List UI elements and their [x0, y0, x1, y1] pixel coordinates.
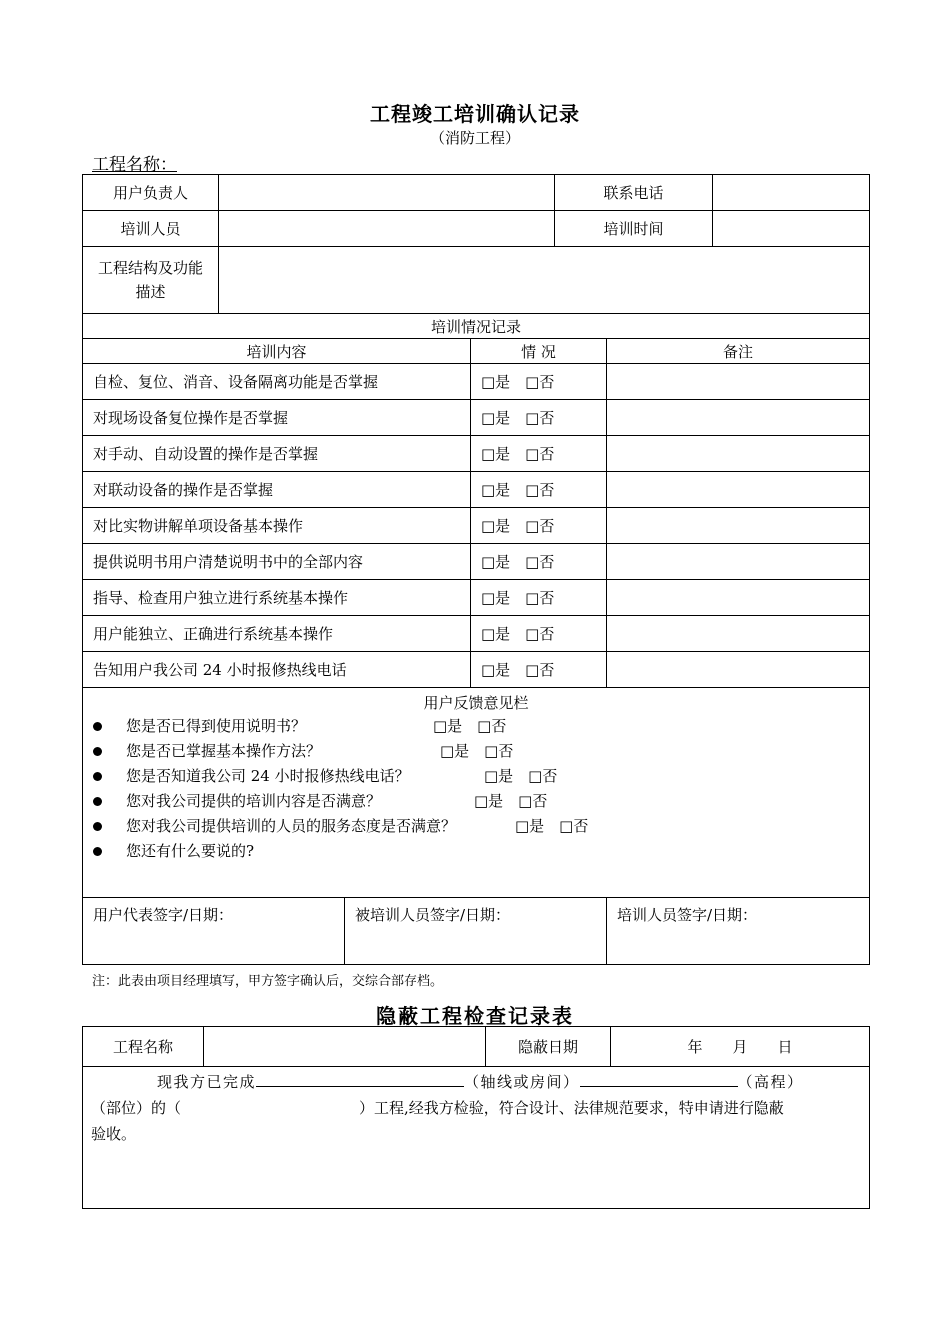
- elevation-blank-field[interactable]: [580, 1070, 738, 1087]
- structure-field[interactable]: [219, 247, 870, 314]
- remarks-cell[interactable]: [607, 436, 870, 472]
- para-axis-text: （轴线或房间）: [464, 1073, 580, 1091]
- remarks-cell[interactable]: [607, 508, 870, 544]
- hidden-date-label: 隐蔽日期: [486, 1027, 611, 1067]
- para-elev-text: （高程）: [737, 1073, 804, 1091]
- bullet-icon: [93, 797, 102, 806]
- remarks-cell[interactable]: [607, 580, 870, 616]
- trainer-field[interactable]: [219, 211, 555, 247]
- training-item: 告知用户我公司 24 小时报修热线电话: [83, 652, 471, 688]
- feedback-question: 您是否已得到使用说明书？: [126, 717, 307, 735]
- trainer-label: 培训人员: [83, 211, 219, 247]
- remarks-cell[interactable]: [607, 616, 870, 652]
- hidden-date-field[interactable]: 年 月 日: [611, 1027, 870, 1067]
- hidden-inspection-table: [82, 1026, 870, 1209]
- page-subtitle: （消防工程）: [429, 129, 520, 147]
- bullet-icon: [93, 847, 102, 856]
- yes-no-checkbox[interactable]: □是 □否: [471, 436, 607, 472]
- yes-no-checkbox[interactable]: □是 □否: [474, 792, 548, 810]
- structure-label: 工程结构及功能描述: [83, 247, 219, 314]
- feedback-question: 您对我公司提供培训的人员的服务态度是否满意？: [126, 817, 457, 835]
- footnote: 注：此表由项目经理填写，甲方签字确认后，交综合部存档。: [92, 974, 444, 989]
- training-item: 提供说明书用户清楚说明书中的全部内容: [83, 544, 471, 580]
- feedback-question: 您还有什么要说的?: [126, 842, 255, 860]
- yes-no-checkbox[interactable]: □是 □否: [471, 616, 607, 652]
- yes-no-checkbox[interactable]: □是 □否: [471, 364, 607, 400]
- feedback-title: 用户反馈意见栏: [423, 694, 529, 712]
- para-part-text: （部位）的（: [91, 1099, 182, 1117]
- training-item: 用户能独立、正确进行系统基本操作: [83, 616, 471, 652]
- bullet-icon: [93, 747, 102, 756]
- col-header-status: 情 况: [471, 339, 607, 364]
- yes-no-checkbox[interactable]: □是 □否: [471, 472, 607, 508]
- yes-no-checkbox[interactable]: □是 □否: [471, 508, 607, 544]
- signature-table: [82, 897, 870, 965]
- yes-no-checkbox[interactable]: □是 □否: [471, 652, 607, 688]
- table-row: [83, 364, 870, 400]
- record-section-title: 培训情况记录: [83, 314, 870, 339]
- bullet-icon: [93, 772, 102, 781]
- axis-blank-field[interactable]: [256, 1070, 464, 1087]
- para-rest-text: ）工程,经我方检验，符合设计、法律规范要求，特申请进行隐蔽: [359, 1099, 784, 1117]
- table-row: [83, 472, 870, 508]
- contact-phone-field[interactable]: [713, 175, 870, 211]
- project-name-label-2: 工程名称: [83, 1027, 204, 1067]
- yes-no-checkbox[interactable]: □是 □否: [433, 717, 507, 735]
- training-item: 对比实物讲解单项设备基本操作: [83, 508, 471, 544]
- user-rep-signature[interactable]: 用户代表签字/日期：: [83, 898, 345, 965]
- project-name-field[interactable]: [204, 1027, 486, 1067]
- feedback-question: 您是否已掌握基本操作方法？: [126, 742, 322, 760]
- training-record-table: [82, 174, 870, 898]
- user-leader-field[interactable]: [219, 175, 555, 211]
- remarks-cell[interactable]: [607, 544, 870, 580]
- user-leader-label: 用户负责人: [83, 175, 219, 211]
- table-row: [83, 580, 870, 616]
- training-item: 对手动、自动设置的操作是否掌握: [83, 436, 471, 472]
- feedback-item: [83, 764, 869, 789]
- form2-title: 隐蔽工程检查记录表: [376, 1004, 574, 1028]
- yes-no-checkbox[interactable]: □是 □否: [484, 767, 558, 785]
- contact-phone-label: 联系电话: [555, 175, 713, 211]
- feedback-item: [83, 814, 869, 839]
- bullet-icon: [93, 722, 102, 731]
- para-end-text: 验收。: [91, 1125, 137, 1143]
- col-header-remarks: 备注: [607, 339, 870, 364]
- remarks-cell[interactable]: [607, 472, 870, 508]
- feedback-section: [83, 688, 870, 898]
- yes-no-checkbox[interactable]: □是 □否: [471, 544, 607, 580]
- project-name-label: 工程名称：: [92, 155, 177, 175]
- training-item: 对现场设备复位操作是否掌握: [83, 400, 471, 436]
- feedback-question: 您对我公司提供的培训内容是否满意？: [126, 792, 382, 810]
- bullet-icon: [93, 822, 102, 831]
- yes-no-checkbox[interactable]: □是 □否: [440, 742, 514, 760]
- training-item: 自检、复位、消音、设备隔离功能是否掌握: [83, 364, 471, 400]
- training-item: 对联动设备的操作是否掌握: [83, 472, 471, 508]
- yes-no-checkbox[interactable]: □是 □否: [515, 817, 589, 835]
- training-time-label: 培训时间: [555, 211, 713, 247]
- trainee-signature[interactable]: 被培训人员签字/日期：: [345, 898, 607, 965]
- table-row: [83, 616, 870, 652]
- feedback-item: [83, 739, 869, 764]
- remarks-cell[interactable]: [607, 400, 870, 436]
- table-row: [83, 436, 870, 472]
- inspection-paragraph: [83, 1067, 870, 1209]
- table-row: [83, 544, 870, 580]
- training-item: 指导、检查用户独立进行系统基本操作: [83, 580, 471, 616]
- remarks-cell[interactable]: [607, 652, 870, 688]
- feedback-question: 您是否知道我公司 24 小时报修热线电话？: [126, 767, 410, 785]
- feedback-item: [83, 839, 869, 864]
- table-row: [83, 508, 870, 544]
- table-row: [83, 652, 870, 688]
- yes-no-checkbox[interactable]: □是 □否: [471, 580, 607, 616]
- para-completed-text: 现我方已完成: [157, 1073, 257, 1091]
- feedback-item: [83, 714, 869, 739]
- training-time-field[interactable]: [713, 211, 870, 247]
- table-row: [83, 400, 870, 436]
- trainer-signature[interactable]: 培训人员签字/日期：: [607, 898, 870, 965]
- col-header-content: 培训内容: [83, 339, 471, 364]
- remarks-cell[interactable]: [607, 364, 870, 400]
- yes-no-checkbox[interactable]: □是 □否: [471, 400, 607, 436]
- feedback-item: [83, 789, 869, 814]
- page-title: 工程竣工培训确认记录: [370, 102, 580, 126]
